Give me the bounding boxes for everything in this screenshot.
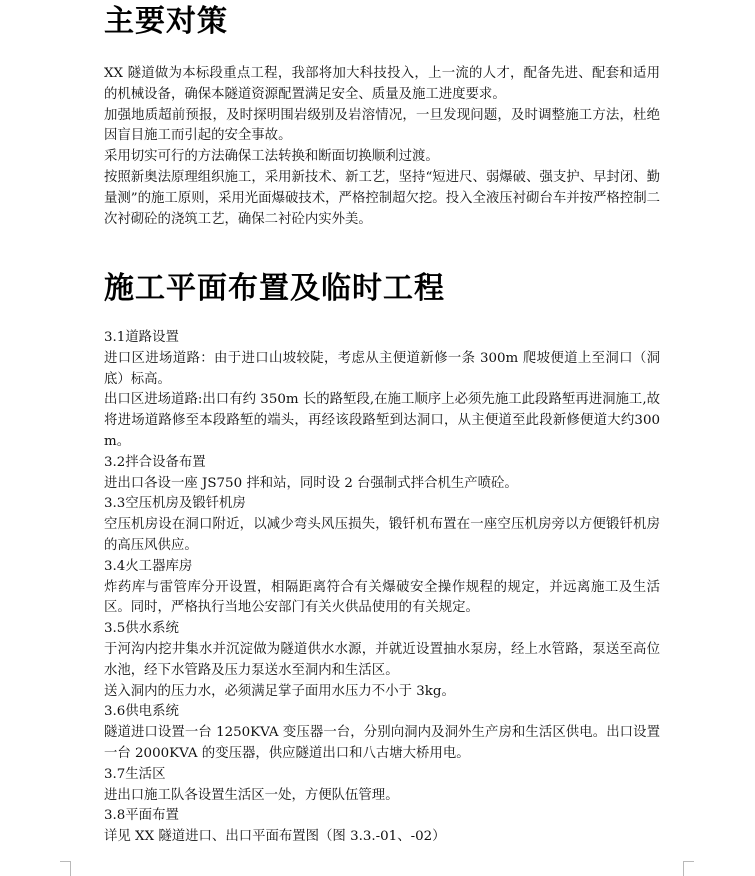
paragraph: 详见 XX 隧道进口、出口平面布置图（图 3.3.-01、-02） — [104, 829, 446, 845]
subsection-title-roads: 3.1道路设置 — [104, 330, 179, 345]
page-margin-marker-right-top — [684, 861, 694, 863]
countermeasures-body — [104, 64, 660, 230]
subsection-title-explosives-store: 3.4火工器库房 — [104, 558, 193, 574]
paragraph: 进口区进场道路：由于进口山坡较陡，考虑从主便道新修一条 300m 爬坡便道上至洞口（洞底）标高。 — [104, 350, 660, 387]
page-margin-marker-left-top — [60, 861, 70, 863]
subsection-title-compressor-room: 3.3空压机房及锻钎机房 — [104, 496, 246, 512]
section-heading-site-layout: 施工平面布置及临时工程 — [104, 271, 445, 306]
paragraph: XX 隧道做为本标段重点工程，我部将加大科技投入，上一流的人才，配备先进、配套和适用的机械设备，确保本隧道资源配置满足安全、质量及施工进度要求。 — [104, 66, 660, 102]
paragraph: 送入洞内的压力水，必须满足掌子面用水压力不小于 3kg。 — [104, 683, 455, 699]
site-layout-body — [104, 328, 660, 848]
paragraph: 隧道进口设置一台 1250KVA 变压器一台，分别向洞内及洞外生产房和生活区供电。出口设置一台 2000KVA 的变压器，供应隧道出口和八古塘大桥用电。 — [104, 725, 660, 761]
subsection-title-plan-layout: 3.8平面布置 — [104, 808, 179, 824]
paragraph: 采用切实可行的方法确保工法转换和断面切换顺利过渡。 — [104, 149, 439, 165]
paragraph: 按照新奥法原理组织施工，采用新技术、新工艺，坚持“短进尺、弱爆破、强支护、早封闭、勤量测”的施工原则，采用光面爆破技术，严格控制超欠挖。投入全液压衬砌台车并按严格控制二次衬砌砼的浇筑工艺，确保二衬砼内实外美。 — [104, 169, 660, 227]
paragraph: 炸药库与雷管库分开设置，相隔距离符合有关爆破安全操作规程的规定，并远离施工及生活区。同时，严格执行当地公安部门有关火供品使用的有关规定。 — [104, 579, 660, 616]
paragraph: 于河沟内挖井集水并沉淀做为隧道供水水源，并就近设置抽水泵房，经上水管路，泵送至高位水池，经下水管路及压力泵送水至洞内和生活区。 — [104, 641, 660, 678]
paragraph: 进出口各设一座 JS750 拌和站，同时设 2 台强制式拌合机生产喷砼。 — [104, 475, 518, 491]
paragraph: 出口区进场道路:出口有约 350m 长的路堑段,在施工顺序上必须先施工此段路堑再进洞施工,故将进场道路修至本段路堑的端头，再经该段路堑到达洞口，从主便道至此段新修便道大约300m。 — [104, 392, 660, 449]
subsection-title-mixing-plant: 3.2拌合设备布置 — [104, 454, 206, 470]
subsection-title-living-area: 3.7生活区 — [104, 766, 166, 782]
subsection-title-power-supply: 3.6供电系统 — [104, 704, 179, 720]
paragraph: 进出口施工队各设置生活区一处，方便队伍管理。 — [104, 787, 399, 803]
section-heading-countermeasures: 主要对策 — [104, 4, 228, 39]
page-margin-marker-right — [683, 861, 694, 876]
paragraph: 加强地质超前预报，及时探明围岩级别及岩溶情况，一旦发现问题，及时调整施工方法，杜绝因盲目施工而引起的安全事故。 — [104, 107, 660, 144]
page-margin-marker-left — [60, 861, 71, 876]
paragraph: 空压机房设在洞口附近，以减少弯头风压损失，锻钎机布置在一座空压机房旁以方便锻钎机房的高压风供应。 — [104, 517, 660, 553]
subsection-title-water-supply: 3.5供水系统 — [104, 621, 179, 637]
